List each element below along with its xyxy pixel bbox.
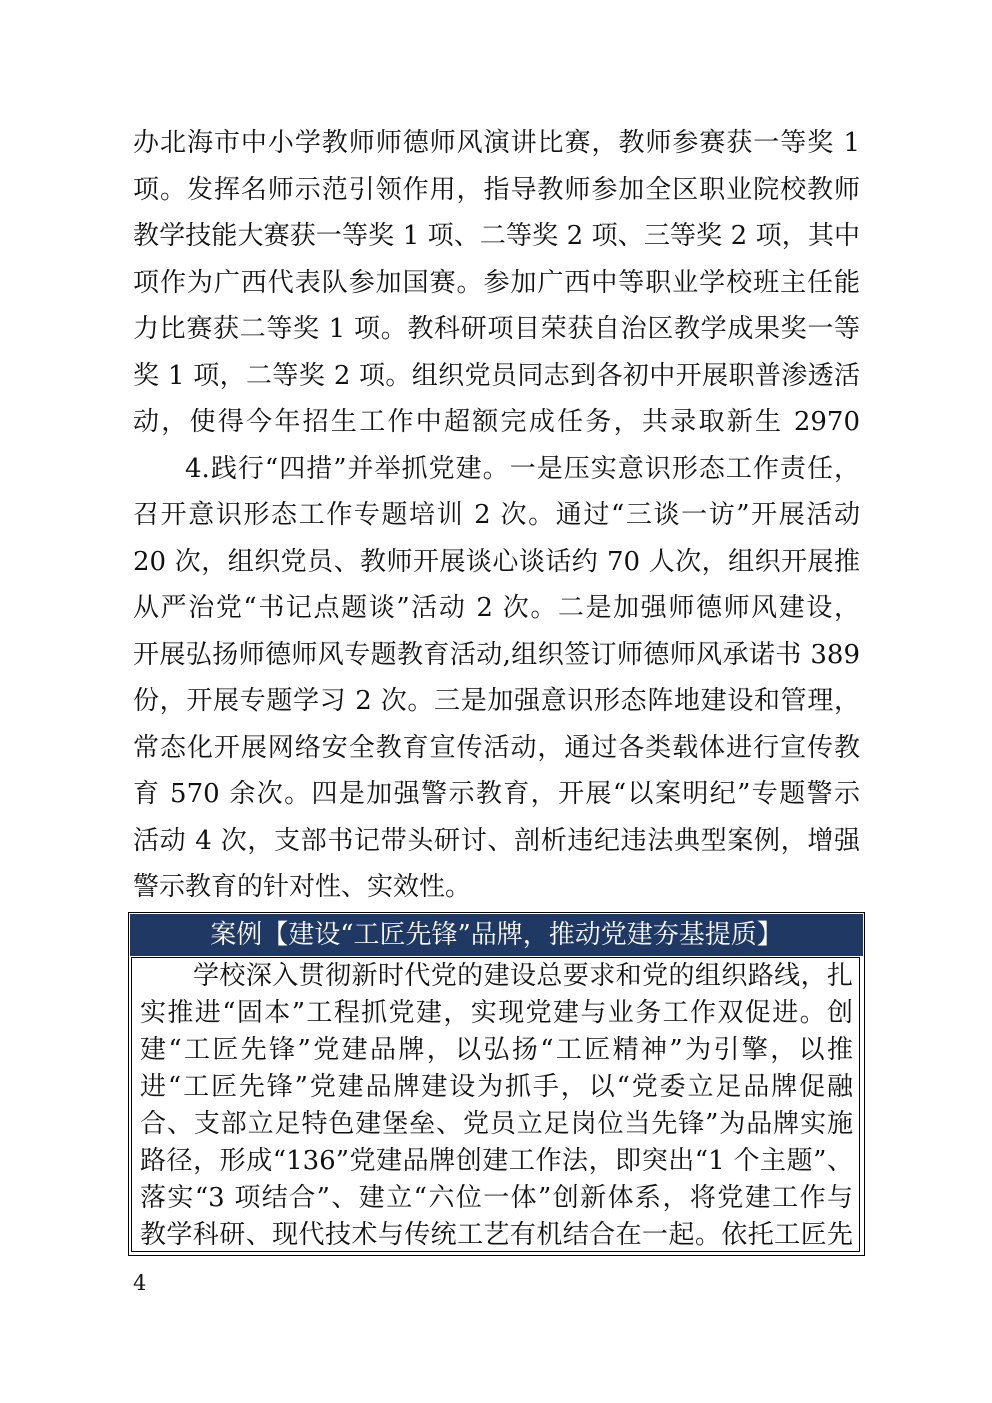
body-line: 力比赛获二等奖 1 项。教科研项目荣获自治区教学成果奖一等 [133,314,860,344]
body-line: 开展弘扬师德师风专题教育活动,组织签订师德师风承诺书 389 [133,639,860,670]
body-line: 份，开展专题学习 2 次。三是加强意识形态阵地建设和管理， [133,686,860,716]
paragraph-achievements [133,120,860,446]
body-line: 教学技能大赛获一等奖 1 项、二等奖 2 项、三等奖 2 项，其中 [133,221,860,251]
body-text [133,120,860,911]
body-line: 从严治党“书记点题谈”活动 2 次。二是加强师德师风建设， [133,593,860,623]
case-line: 教学科研、现代技术与传统工艺有机结合在一起。依托工匠先 [140,1220,853,1250]
body-line: 育 570 余次。四是加强警示教育，开展“以案明纪”专题警示 [133,779,860,809]
case-line: 落实“3 项结合”、建立“六位一体”创新体系，将党建工作与 [140,1183,853,1213]
case-line: 进“工匠先锋”党建品牌建设为抓手，以“党委立足品牌促融 [140,1072,853,1102]
case-box [128,912,865,1256]
body-line: 项作为广西代表队参加国赛。参加广西中等职业学校班主任能 [133,267,860,298]
body-line: 警示教育的针对性、实效性。 [133,872,472,902]
paragraph-party-building [133,446,860,911]
case-line: 路径，形成“136”党建品牌创建工作法，即突出“1 个主题”、 [140,1146,853,1176]
body-line: 召开意识形态工作专题培训 2 次。通过“三谈一访”开展活动 [133,500,860,530]
body-line: 动，使得今年招生工作中超额完成任务，共录取新生 2970 [133,407,860,437]
body-line: 办北海市中小学教师师德师风演讲比赛，教师参赛获一等奖 1 [133,128,860,158]
case-box-content [131,957,860,1252]
body-line: 奖 1 项，二等奖 2 项。组织党员同志到各初中开展职普渗透活 [133,360,860,391]
body-line: 项。发挥名师示范引领作用，指导教师参加全区职业院校教师 [133,174,860,205]
case-line: 实推进“固本”工程抓党建，实现党建与业务工作双促进。创 [140,998,853,1028]
body-line: 活动 4 次，支部书记带头研讨、剖析违纪违法典型案例，增强 [133,825,860,856]
body-line: 20 次，组织党员、教师开展谈心谈话约 70 人次，组织开展推 [133,546,860,577]
case-box-title: 案例【建设“工匠先锋”品牌，推动党建夯基提质】 [130,914,863,956]
case-line: 合、支部立足特色建堡垒、党员立足岗位当先锋”为品牌实施 [140,1109,853,1139]
body-line: 4.践行“四措”并举抓党建。一是压实意识形态工作责任， [185,453,860,484]
body-line: 常态化开展网络安全教育宣传活动，通过各类载体进行宣传教 [133,732,860,763]
case-line: 建“工匠先锋”党建品牌，以弘扬“工匠精神”为引擎，以推 [140,1035,853,1065]
page-number: 4 [133,1271,147,1295]
case-line: 学校深入贯彻新时代党的建设总要求和党的组织路线，扎 [193,961,853,991]
